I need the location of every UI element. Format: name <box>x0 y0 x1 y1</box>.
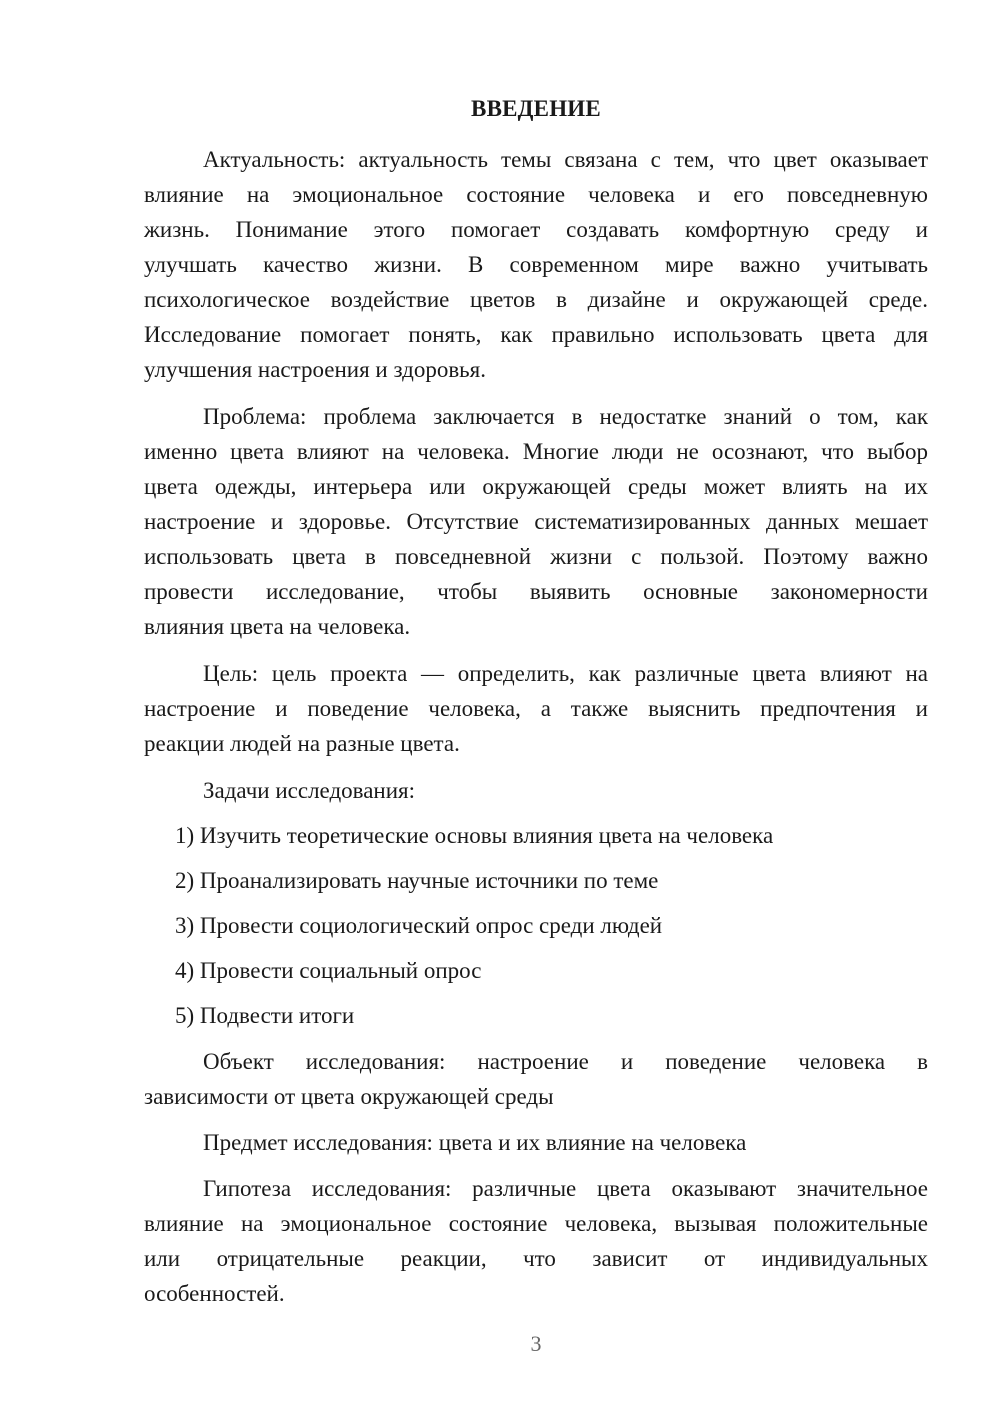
task-item: 1) Изучить теоретические основы влияния цвета на человека <box>175 823 774 848</box>
task-item: 4) Провести социальный опрос <box>175 958 482 983</box>
text-line: настроение и поведение человека, а также выяснить предпочтения и <box>144 696 928 721</box>
text-line: реакции людей на разные цвета. <box>144 731 460 756</box>
text-line: жизнь. Понимание этого помогает создавать комфортную среду и <box>144 217 928 242</box>
text-line: именно цвета влияют на человека. Многие люди не осознают, что выбор <box>144 439 928 464</box>
task-item: 3) Провести социологический опрос среди людей <box>175 913 663 938</box>
text-line: Проблема: проблема заключается в недостатке знаний о том, как <box>203 404 928 429</box>
paragraph-problem <box>144 399 928 644</box>
text-line: улучшать качество жизни. В современном мире важно учитывать <box>144 252 928 277</box>
paragraph-subject <box>144 1125 928 1160</box>
text-line: психологическое воздействие цветов в дизайне и окружающей среде. <box>144 287 928 312</box>
text-line: влияния цвета на человека. <box>144 614 411 639</box>
page-number: 3 <box>530 1331 542 1356</box>
text-line: Гипотеза исследования: различные цвета оказывают значительное <box>203 1176 928 1201</box>
text-line: провести исследование, чтобы выявить основные закономерности <box>144 579 928 604</box>
text-line: Исследование помогает понять, как правильно использовать цвета для <box>144 322 928 347</box>
paragraph-hypothesis <box>144 1171 928 1311</box>
tasks-heading <box>144 773 928 808</box>
page-title: ВВЕДЕНИЕ <box>471 96 601 121</box>
text-line: Задачи исследования: <box>203 778 416 803</box>
text-line: настроение и здоровье. Отсутствие систематизированных данных мешает <box>144 509 928 534</box>
paragraph-relevance <box>144 142 928 387</box>
text-line: зависимости от цвета окружающей среды <box>144 1084 554 1109</box>
text-line: влияние на эмоциональное состояние человека, вызывая положительные <box>144 1211 928 1236</box>
paragraph-object <box>144 1044 928 1114</box>
text-line: Предмет исследования: цвета и их влияние на человека <box>203 1130 747 1155</box>
text-line: или отрицательные реакции, что зависит от индивидуальных <box>144 1246 928 1271</box>
text-line: Актуальность: актуальность темы связана с тем, что цвет оказывает <box>203 147 928 172</box>
text-line: Цель: цель проекта — определить, как различные цвета влияют на <box>203 661 928 686</box>
paragraph-goal <box>144 656 928 761</box>
text-line: влияние на эмоциональное состояние человека и его повседневную <box>144 182 928 207</box>
text-line: Объект исследования: настроение и поведение человека в <box>203 1049 928 1074</box>
text-line: особенностей. <box>144 1281 285 1306</box>
task-item: 2) Проанализировать научные источники по теме <box>175 868 659 893</box>
task-item: 5) Подвести итоги <box>175 1003 355 1028</box>
text-line: использовать цвета в повседневной жизни с пользой. Поэтому важно <box>144 544 928 569</box>
text-line: улучшения настроения и здоровья. <box>144 357 487 382</box>
text-line: цвета одежды, интерьера или окружающей среды может влиять на их <box>144 474 928 499</box>
